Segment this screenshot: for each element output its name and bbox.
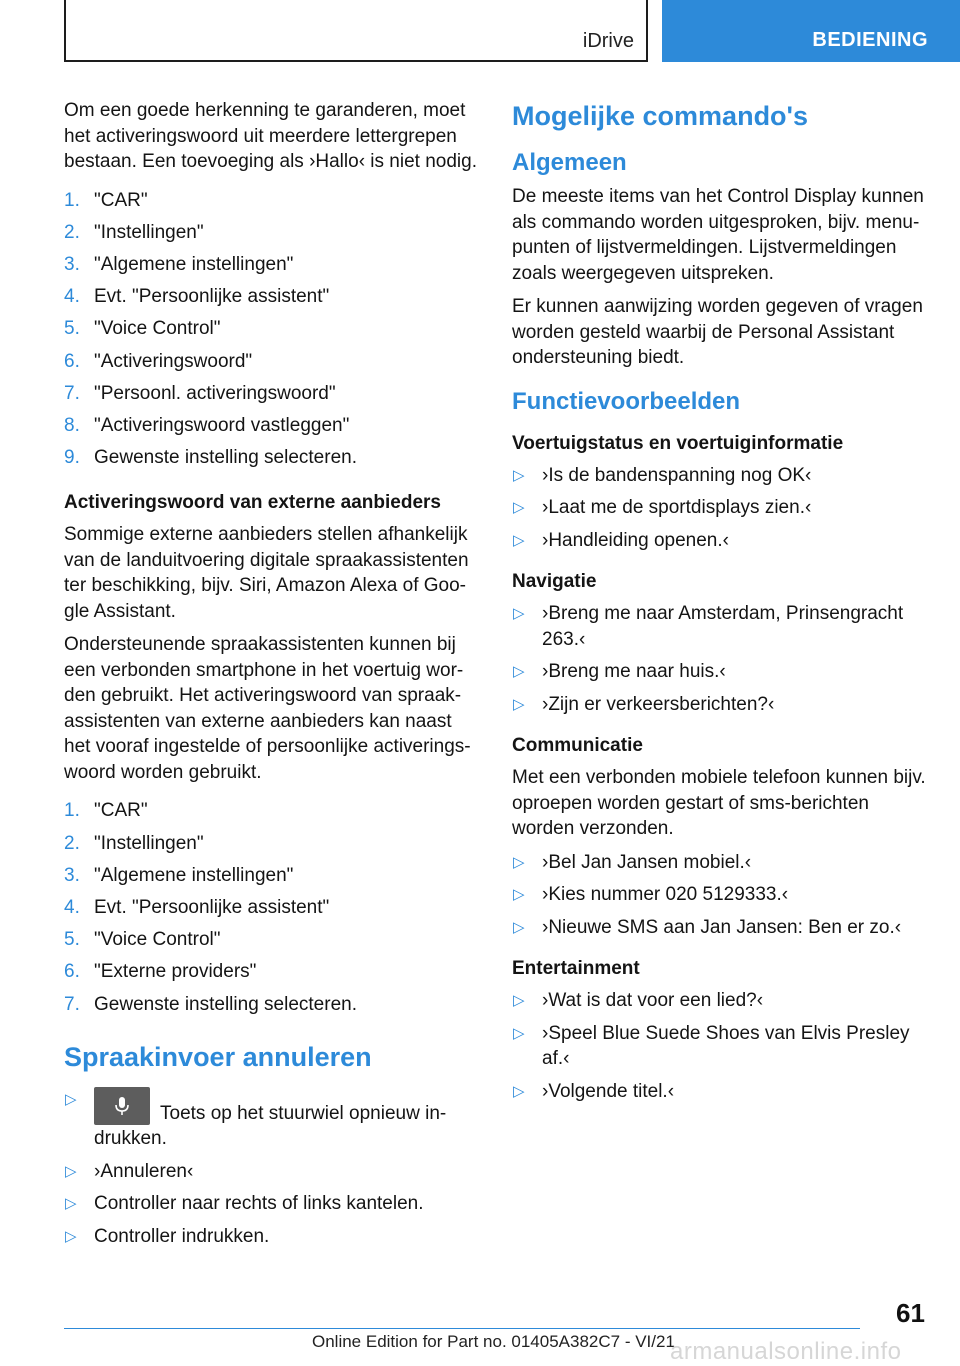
- vehicle-status-heading: Voertuigstatus en voertuiginformatie: [512, 432, 844, 454]
- command-item: [512, 915, 932, 941]
- step-item: [64, 924, 482, 956]
- external-providers-heading: Activeringswoord van externe aanbieders: [64, 492, 441, 514]
- step-item: [64, 410, 482, 442]
- command-text: ›Breng me naar huis.‹: [542, 661, 726, 682]
- step-item: [64, 185, 482, 217]
- cancel-option-text: Toets op het stuurwiel opnieuw indrukken.: [94, 1102, 447, 1150]
- page-number: 61: [896, 1298, 925, 1328]
- microphone-button-icon: [94, 1087, 150, 1125]
- step-number: 8.: [64, 414, 80, 436]
- command-item: [512, 988, 932, 1014]
- step-item: [64, 956, 482, 988]
- command-text: ›Bel Jan Jansen mobiel.‹: [542, 851, 752, 873]
- step-text: Gewenste instelling selecteren.: [94, 993, 357, 1015]
- command-item: [512, 463, 932, 489]
- watermark: armanualsonline.info: [670, 1338, 902, 1365]
- step-text: Gewenste instelling selecteren.: [94, 447, 357, 469]
- step-number: 3.: [64, 253, 80, 275]
- step-number: 2.: [64, 832, 80, 854]
- triangle-bullet-icon: ▷: [513, 605, 525, 622]
- command-text: ›Laat me de sportdisplays zien.‹: [542, 497, 812, 518]
- step-text: Evt. "Persoonlijke assistent": [94, 896, 330, 918]
- command-text: ›Breng me naar Amsterdam, Prinsengracht 263.‹: [542, 603, 904, 650]
- triangle-bullet-icon: ▷: [513, 1024, 525, 1042]
- step-text: "Algemene instellingen": [94, 253, 294, 275]
- step-number: 1.: [64, 800, 80, 822]
- navigation-commands-list: [512, 601, 932, 717]
- step-number: 7.: [64, 382, 80, 404]
- chapter-title: BEDIENING: [812, 29, 928, 51]
- triangle-bullet-icon: ▷: [65, 1162, 77, 1180]
- command-text: ›Speel Blue Suede Shoes van Elvis Presley af.‹: [542, 1022, 910, 1069]
- command-item: [512, 692, 932, 718]
- triangle-bullet-icon: ▷: [513, 466, 525, 484]
- step-number: 4.: [64, 896, 80, 918]
- step-item: [64, 989, 482, 1021]
- cancel-option-item: [64, 1191, 482, 1217]
- cancel-option-text: Controller indrukken.: [94, 1225, 270, 1247]
- cancel-voice-heading: Spraakinvoer annuleren: [64, 1041, 372, 1072]
- step-number: 3.: [64, 864, 80, 886]
- command-text: ›Wat is dat voor een lied?‹: [542, 990, 764, 1011]
- section-title: iDrive: [582, 30, 634, 52]
- step-item: [64, 442, 482, 474]
- entertainment-commands-list: [512, 988, 932, 1104]
- navigation-heading: Navigatie: [512, 571, 597, 592]
- cancel-option-item: [64, 1087, 482, 1152]
- command-item: [512, 882, 932, 908]
- general-paragraph-1: De meeste items van het Control Display kunnen als commando worden uitgesproken, bijv. menupunten of lijstvermeldingen. Lijstvermeldingen zoals weergegeven uitspreken.: [512, 186, 924, 284]
- step-item: [64, 281, 482, 313]
- triangle-bullet-icon: ▷: [513, 886, 525, 903]
- command-text: ›Zijn er verkeersberichten?‹: [542, 693, 775, 715]
- command-item: [512, 850, 932, 876]
- cancel-option-item: [64, 1224, 482, 1250]
- step-item: [64, 346, 482, 378]
- triangle-bullet-icon: ▷: [513, 499, 525, 516]
- step-text: "Externe providers": [94, 961, 257, 983]
- step-item: [64, 249, 482, 281]
- external-provider-steps: [64, 795, 482, 1020]
- triangle-bullet-icon: ▷: [65, 1090, 77, 1108]
- step-text: "CAR": [94, 189, 148, 211]
- command-item: [512, 1079, 932, 1105]
- possible-commands-heading: Mogelijke commando's: [512, 101, 808, 131]
- step-number: 6.: [64, 350, 80, 372]
- triangle-bullet-icon: ▷: [513, 992, 525, 1009]
- microphone-icon: [114, 1096, 130, 1116]
- step-number: 7.: [64, 993, 80, 1015]
- triangle-bullet-icon: ▷: [513, 853, 525, 871]
- step-text: "Instellingen": [94, 832, 204, 854]
- step-number: 5.: [64, 929, 80, 951]
- command-item: [512, 601, 932, 652]
- step-number: 6.: [64, 961, 80, 983]
- triangle-bullet-icon: ▷: [513, 695, 525, 713]
- command-item: [512, 495, 932, 521]
- vehicle-commands-list: [512, 463, 932, 554]
- triangle-bullet-icon: ▷: [513, 918, 525, 936]
- header-section-box: [64, 0, 648, 62]
- step-text: "Voice Control": [94, 318, 221, 340]
- step-text: "Voice Control": [94, 929, 221, 951]
- step-number: 5.: [64, 318, 80, 340]
- intro-paragraph: Om een goede herkenning te garanderen, moet het activeringswoord uit meerdere lettergrepen bestaan. Een toevoeging als ›Hallo‹ is niet nodig.: [64, 100, 477, 172]
- command-text: ›Volgende titel.‹: [542, 1080, 675, 1102]
- command-text: ›Kies nummer 020 5129333.‹: [542, 884, 789, 905]
- triangle-bullet-icon: ▷: [65, 1195, 77, 1213]
- communication-heading: Communicatie: [512, 735, 643, 756]
- general-paragraph-2: Er kunnen aanwijzing worden gegeven of vragen worden gesteld waarbij de Personal Assistant ondersteuning biedt.: [512, 296, 923, 368]
- external-paragraph-1: Sommige externe aanbieders stellen afhankelijk van de landuitvoering digitale spraakassistenten ter beschikking, bijv. Siri, Amazon Alexa of Google Assistant.: [64, 524, 469, 622]
- cancel-option-text: Controller naar rechts of links kantelen.: [94, 1193, 424, 1215]
- step-item: [64, 795, 482, 827]
- edition-note: Online Edition for Part no. 01405A382C7 - VI/21: [312, 1332, 675, 1351]
- command-text: ›Nieuwe SMS aan Jan Jansen: Ben er zo.‹: [542, 916, 902, 938]
- step-text: Evt. "Persoonlijke assistent": [94, 286, 330, 308]
- triangle-bullet-icon: ▷: [513, 663, 525, 680]
- step-text: "Algemene instellingen": [94, 864, 294, 886]
- triangle-bullet-icon: ▷: [65, 1227, 77, 1245]
- step-number: 9.: [64, 447, 80, 469]
- cancel-option-item: [64, 1159, 482, 1185]
- command-text: ›Handleiding openen.‹: [542, 529, 729, 551]
- step-text: "Activeringswoord": [94, 350, 253, 372]
- activation-word-steps: [64, 185, 482, 475]
- step-number: 2.: [64, 221, 80, 243]
- examples-heading: Functievoorbeelden: [512, 387, 741, 415]
- left-column: [64, 98, 482, 1265]
- step-item: [64, 378, 482, 410]
- header-chapter-tab: [662, 0, 960, 62]
- command-item: [512, 528, 932, 554]
- step-number: 1.: [64, 189, 80, 211]
- step-number: 4.: [64, 286, 80, 308]
- command-text: ›Is de bandenspanning nog OK‹: [542, 464, 812, 486]
- step-item: [64, 828, 482, 860]
- step-text: "Persoonl. activeringswoord": [94, 382, 336, 404]
- step-text: "Instellingen": [94, 221, 204, 243]
- communication-commands-list: [512, 850, 932, 941]
- cancel-options-list: [64, 1087, 482, 1250]
- entertainment-heading: Entertainment: [512, 958, 640, 979]
- step-item: [64, 892, 482, 924]
- external-paragraph-2: Ondersteunende spraakassistenten kunnen bij een verbonden smartphone in het voertuig worden gebruikt. Het activeringswoord van spraakassistenten van externe aanbieders kan naast het vooraf ingestelde of persoonlijke activeringswoord worden gebruikt.: [64, 634, 471, 783]
- cancel-option-text: ›Annuleren‹: [94, 1160, 194, 1182]
- general-heading: Algemeen: [512, 149, 627, 176]
- triangle-bullet-icon: ▷: [513, 531, 525, 549]
- communication-paragraph: Met een verbonden mobiele telefoon kunnen bijv. oproepen worden gestart of sms-berichten worden verzonden.: [512, 767, 926, 839]
- step-item: [64, 313, 482, 345]
- footer-divider: [64, 1328, 860, 1329]
- step-text: "Activeringswoord vastleggen": [94, 414, 350, 436]
- step-item: [64, 860, 482, 892]
- step-text: "CAR": [94, 800, 148, 822]
- right-column: [512, 96, 932, 1120]
- command-item: [512, 659, 932, 685]
- triangle-bullet-icon: ▷: [513, 1082, 525, 1100]
- step-item: [64, 217, 482, 249]
- command-item: [512, 1021, 932, 1072]
